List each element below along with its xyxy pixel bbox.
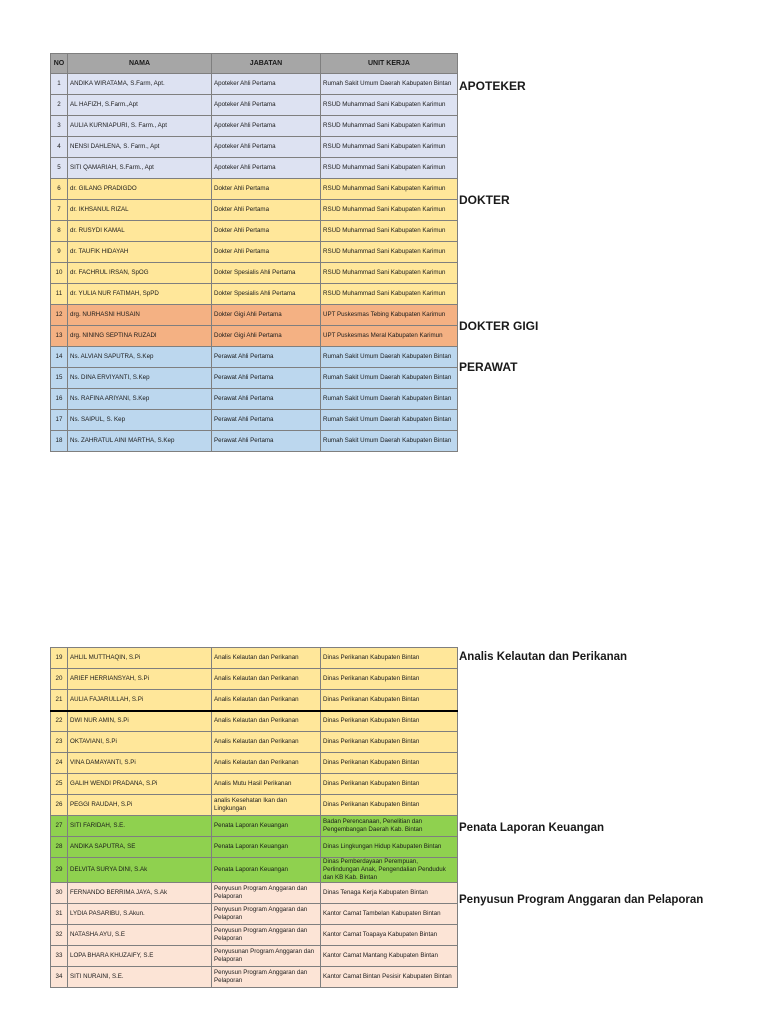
- cell-jabatan: Penyusun Program Anggaran dan Pelaporan: [212, 967, 321, 988]
- cell-nama: GALIH WENDI PRADANA, S.Pi: [68, 774, 212, 795]
- cell-jabatan: Penyusunan Program Anggaran dan Pelaporan: [212, 946, 321, 967]
- cell-jabatan: Penyusun Program Anggaran dan Pelaporan: [212, 883, 321, 904]
- cell-unit-kerja: Dinas Perikanan Kabupaten Bintan: [321, 732, 458, 753]
- group-label-kelautan: Analis Kelautan dan Perikanan: [459, 651, 628, 663]
- cell-jabatan: Analis Kelautan dan Perikanan: [212, 669, 321, 690]
- cell-jabatan: analis Kesehatan Ikan dan Lingkungan: [212, 795, 321, 816]
- cell-nama: Ns. SAIPUL, S. Kep: [68, 410, 212, 431]
- table-row: [51, 158, 458, 179]
- cell-no: 34: [51, 967, 68, 988]
- cell-no: 28: [51, 837, 68, 858]
- cell-no: 1: [51, 74, 68, 95]
- table-row: [51, 858, 458, 883]
- cell-nama: LOPA BHARA KHUZAIFY, S.E: [68, 946, 212, 967]
- cell-unit-kerja: RSUD Muhammad Sani Kabupaten Karimun: [321, 221, 458, 242]
- cell-jabatan: Analis Kelautan dan Perikanan: [212, 648, 321, 669]
- table-row: [51, 326, 458, 347]
- header-nama: NAMA: [68, 54, 212, 74]
- cell-nama: SITI NURAINI, S.E.: [68, 967, 212, 988]
- cell-no: 31: [51, 904, 68, 925]
- table-row: [51, 690, 458, 711]
- table-row: [51, 221, 458, 242]
- cell-unit-kerja: RSUD Muhammad Sani Kabupaten Karimun: [321, 95, 458, 116]
- table-row: [51, 967, 458, 988]
- cell-no: 15: [51, 368, 68, 389]
- cell-jabatan: Penata Laporan Keuangan: [212, 816, 321, 837]
- cell-jabatan: Penata Laporan Keuangan: [212, 837, 321, 858]
- header-no: NO: [51, 54, 68, 74]
- cell-unit-kerja: Kantor Camat Bintan Pesisir Kabupaten Bintan: [321, 967, 458, 988]
- cell-no: 14: [51, 347, 68, 368]
- header-row: [51, 54, 458, 74]
- cell-jabatan: Dokter Spesialis Ahli Pertama: [212, 263, 321, 284]
- cell-nama: FERNANDO BERRIMA JAYA, S.Ak: [68, 883, 212, 904]
- cell-jabatan: Perawat Ahli Pertama: [212, 389, 321, 410]
- cell-unit-kerja: UPT Puskesmas Meral Kabupaten Karimun: [321, 326, 458, 347]
- cell-nama: dr. FACHRUL IRSAN, SpOG: [68, 263, 212, 284]
- cell-jabatan: Perawat Ahli Pertama: [212, 410, 321, 431]
- cell-jabatan: Analis Kelautan dan Perikanan: [212, 732, 321, 753]
- cell-unit-kerja: Dinas Perikanan Kabupaten Bintan: [321, 690, 458, 711]
- cell-no: 6: [51, 179, 68, 200]
- cell-jabatan: Perawat Ahli Pertama: [212, 347, 321, 368]
- cell-nama: Ns. ZAHRATUL AINI MARTHA, S.Kep: [68, 431, 212, 452]
- cell-nama: dr. GILANG PRADIGDO: [68, 179, 212, 200]
- cell-jabatan: Analis Mutu Hasil Perikanan: [212, 774, 321, 795]
- cell-jabatan: Analis Kelautan dan Perikanan: [212, 690, 321, 711]
- cell-unit-kerja: Kantor Camat Toapaya Kabupaten Bintan: [321, 925, 458, 946]
- cell-unit-kerja: Dinas Pemberdayaan Perempuan, Perlindungan Anak, Pengendalian Penduduk dan KB Kab. Bintan: [321, 858, 458, 883]
- group-label-dokter: DOKTER: [459, 193, 510, 207]
- table-row: [51, 74, 458, 95]
- cell-unit-kerja: Dinas Lingkungan Hidup Kabupaten Bintan: [321, 837, 458, 858]
- cell-no: 26: [51, 795, 68, 816]
- table-row: [51, 753, 458, 774]
- cell-unit-kerja: Badan Perencanaan, Penelitian dan Pengembangan Daerah Kab. Bintan: [321, 816, 458, 837]
- cell-no: 27: [51, 816, 68, 837]
- cell-unit-kerja: RSUD Muhammad Sani Kabupaten Karimun: [321, 263, 458, 284]
- table-row: [51, 305, 458, 326]
- cell-no: 32: [51, 925, 68, 946]
- cell-no: 30: [51, 883, 68, 904]
- cell-nama: ARIEF HERRIANSYAH, S.Pi: [68, 669, 212, 690]
- cell-no: 10: [51, 263, 68, 284]
- cell-unit-kerja: Dinas Perikanan Kabupaten Bintan: [321, 648, 458, 669]
- header-unit-kerja: UNIT KERJA: [321, 54, 458, 74]
- cell-jabatan: Penata Laporan Keuangan: [212, 858, 321, 883]
- cell-nama: dr. IKHSANUL RIZAL: [68, 200, 212, 221]
- cell-nama: Ns. RAFINA ARIYANI, S.Kep: [68, 389, 212, 410]
- cell-jabatan: Perawat Ahli Pertama: [212, 368, 321, 389]
- cell-unit-kerja: Dinas Perikanan Kabupaten Bintan: [321, 795, 458, 816]
- cell-no: 18: [51, 431, 68, 452]
- cell-unit-kerja: Rumah Sakit Umum Daerah Kabupaten Bintan: [321, 389, 458, 410]
- table-tenaga-kesehatan: [50, 53, 458, 452]
- cell-no: 33: [51, 946, 68, 967]
- cell-unit-kerja: Dinas Perikanan Kabupaten Bintan: [321, 753, 458, 774]
- cell-nama: dr. TAUFIK HIDAYAH: [68, 242, 212, 263]
- cell-unit-kerja: RSUD Muhammad Sani Kabupaten Karimun: [321, 179, 458, 200]
- cell-nama: SITI FARIDAH, S.E.: [68, 816, 212, 837]
- cell-unit-kerja: Rumah Sakit Umum Daerah Kabupaten Bintan: [321, 368, 458, 389]
- cell-nama: NATASHA AYU, S.E: [68, 925, 212, 946]
- cell-unit-kerja: Kantor Camat Mantang Kabupaten Bintan: [321, 946, 458, 967]
- cell-no: 21: [51, 690, 68, 711]
- table-row: [51, 669, 458, 690]
- cell-no: 8: [51, 221, 68, 242]
- cell-nama: ANDIKA WIRATAMA, S.Farm, Apt.: [68, 74, 212, 95]
- table-row: [51, 732, 458, 753]
- cell-unit-kerja: Rumah Sakit Umum Daerah Kabupaten Bintan: [321, 347, 458, 368]
- cell-unit-kerja: RSUD Muhammad Sani Kabupaten Karimun: [321, 116, 458, 137]
- cell-no: 17: [51, 410, 68, 431]
- cell-no: 13: [51, 326, 68, 347]
- table-row: [51, 925, 458, 946]
- table-row: [51, 711, 458, 732]
- cell-no: 7: [51, 200, 68, 221]
- cell-unit-kerja: Dinas Tenaga Kerja Kabupaten Bintan: [321, 883, 458, 904]
- cell-jabatan: Dokter Ahli Pertama: [212, 179, 321, 200]
- group-label-keuangan: Penata Laporan Keuangan: [459, 822, 605, 834]
- cell-unit-kerja: Dinas Perikanan Kabupaten Bintan: [321, 774, 458, 795]
- table-row: [51, 95, 458, 116]
- cell-unit-kerja: RSUD Muhammad Sani Kabupaten Karimun: [321, 200, 458, 221]
- cell-unit-kerja: RSUD Muhammad Sani Kabupaten Karimun: [321, 284, 458, 305]
- cell-jabatan: Dokter Spesialis Ahli Pertama: [212, 284, 321, 305]
- cell-nama: Ns. ALVIAN SAPUTRA, S.Kep: [68, 347, 212, 368]
- cell-unit-kerja: UPT Puskesmas Tebing Kabupaten Karimun: [321, 305, 458, 326]
- cell-jabatan: Perawat Ahli Pertama: [212, 431, 321, 452]
- table-row: [51, 284, 458, 305]
- cell-unit-kerja: RSUD Muhammad Sani Kabupaten Karimun: [321, 137, 458, 158]
- cell-nama: AL HAFIZH, S.Farm.,Apt: [68, 95, 212, 116]
- cell-no: 16: [51, 389, 68, 410]
- header-jabatan: JABATAN: [212, 54, 321, 74]
- cell-jabatan: Penyusun Program Anggaran dan Pelaporan: [212, 925, 321, 946]
- cell-nama: DELVITA SURYA DINI, S.Ak: [68, 858, 212, 883]
- cell-unit-kerja: RSUD Muhammad Sani Kabupaten Karimun: [321, 242, 458, 263]
- cell-no: 12: [51, 305, 68, 326]
- table-row: [51, 242, 458, 263]
- table-tenaga-teknis: [50, 647, 458, 988]
- cell-unit-kerja: Dinas Perikanan Kabupaten Bintan: [321, 669, 458, 690]
- cell-jabatan: Analis Kelautan dan Perikanan: [212, 753, 321, 774]
- cell-no: 22: [51, 711, 68, 732]
- table-row: [51, 904, 458, 925]
- table-row: [51, 347, 458, 368]
- cell-jabatan: Dokter Ahli Pertama: [212, 221, 321, 242]
- table-row: [51, 410, 458, 431]
- cell-no: 3: [51, 116, 68, 137]
- table-row: [51, 137, 458, 158]
- table-row: [51, 116, 458, 137]
- table-row: [51, 389, 458, 410]
- cell-no: 25: [51, 774, 68, 795]
- cell-jabatan: Dokter Ahli Pertama: [212, 242, 321, 263]
- table-row: [51, 774, 458, 795]
- table-row: [51, 179, 458, 200]
- cell-nama: SITI QAMARIAH, S.Farm., Apt: [68, 158, 212, 179]
- cell-nama: drg. NINING SEPTINA RUZADI: [68, 326, 212, 347]
- cell-nama: dr. YULIA NUR FATIMAH, SpPD: [68, 284, 212, 305]
- cell-nama: drg. NURHASNI HUSAIN: [68, 305, 212, 326]
- cell-no: 23: [51, 732, 68, 753]
- cell-unit-kerja: Rumah Sakit Umum Daerah Kabupaten Bintan: [321, 431, 458, 452]
- cell-nama: AULIA KURNIAPURI, S. Farm., Apt: [68, 116, 212, 137]
- cell-unit-kerja: Dinas Perikanan Kabupaten Bintan: [321, 711, 458, 732]
- group-label-apoteker: APOTEKER: [459, 79, 526, 93]
- table-row: [51, 200, 458, 221]
- cell-unit-kerja: RSUD Muhammad Sani Kabupaten Karimun: [321, 158, 458, 179]
- table-row: [51, 883, 458, 904]
- cell-nama: PEGGI RAUDAH, S.Pi: [68, 795, 212, 816]
- table-row: [51, 837, 458, 858]
- table-row: [51, 946, 458, 967]
- cell-jabatan: Apoteker Ahli Pertama: [212, 74, 321, 95]
- group-label-dokter-gigi: DOKTER GIGI: [459, 319, 539, 333]
- cell-no: 24: [51, 753, 68, 774]
- cell-jabatan: Analis Kelautan dan Perikanan: [212, 711, 321, 732]
- cell-no: 19: [51, 648, 68, 669]
- cell-jabatan: Apoteker Ahli Pertama: [212, 137, 321, 158]
- cell-nama: OKTAVIANI, S.Pi: [68, 732, 212, 753]
- cell-nama: NENSI DAHLENA, S. Farm., Apt: [68, 137, 212, 158]
- cell-no: 20: [51, 669, 68, 690]
- cell-no: 29: [51, 858, 68, 883]
- cell-nama: VINA DAMAYANTI, S.Pi: [68, 753, 212, 774]
- table-row: [51, 263, 458, 284]
- cell-nama: Ns. DINA ERVIYANTI, S.Kep: [68, 368, 212, 389]
- cell-unit-kerja: Kantor Camat Tambelan Kabupaten Bintan: [321, 904, 458, 925]
- cell-unit-kerja: Rumah Sakit Umum Daerah Kabupaten Bintan: [321, 410, 458, 431]
- table-row: [51, 431, 458, 452]
- cell-no: 5: [51, 158, 68, 179]
- group-label-perawat: PERAWAT: [459, 360, 518, 374]
- table-row: [51, 648, 458, 669]
- cell-jabatan: Dokter Ahli Pertama: [212, 200, 321, 221]
- cell-no: 2: [51, 95, 68, 116]
- cell-nama: LYDIA PASARIBU, S.Akun.: [68, 904, 212, 925]
- cell-nama: DWI NUR AMIN, S.Pi: [68, 711, 212, 732]
- cell-jabatan: Penyusun Program Anggaran dan Pelaporan: [212, 904, 321, 925]
- cell-no: 4: [51, 137, 68, 158]
- cell-nama: AHLIL MUTTHAQIN, S.Pi: [68, 648, 212, 669]
- cell-unit-kerja: Rumah Sakit Umum Daerah Kabupaten Bintan: [321, 74, 458, 95]
- cell-nama: AULIA FAJARULLAH, S.Pi: [68, 690, 212, 711]
- cell-no: 11: [51, 284, 68, 305]
- cell-jabatan: Dokter Gigi Ahli Pertama: [212, 326, 321, 347]
- cell-nama: ANDIKA SAPUTRA, SE: [68, 837, 212, 858]
- cell-jabatan: Apoteker Ahli Pertama: [212, 116, 321, 137]
- cell-jabatan: Dokter Gigi Ahli Pertama: [212, 305, 321, 326]
- cell-jabatan: Apoteker Ahli Pertama: [212, 95, 321, 116]
- cell-no: 9: [51, 242, 68, 263]
- table-row: [51, 816, 458, 837]
- table-row: [51, 368, 458, 389]
- cell-nama: dr. RUSYDI KAMAL: [68, 221, 212, 242]
- table-row: [51, 795, 458, 816]
- cell-jabatan: Apoteker Ahli Pertama: [212, 158, 321, 179]
- group-label-anggaran: Penyusun Program Anggaran dan Pelaporan: [459, 894, 704, 906]
